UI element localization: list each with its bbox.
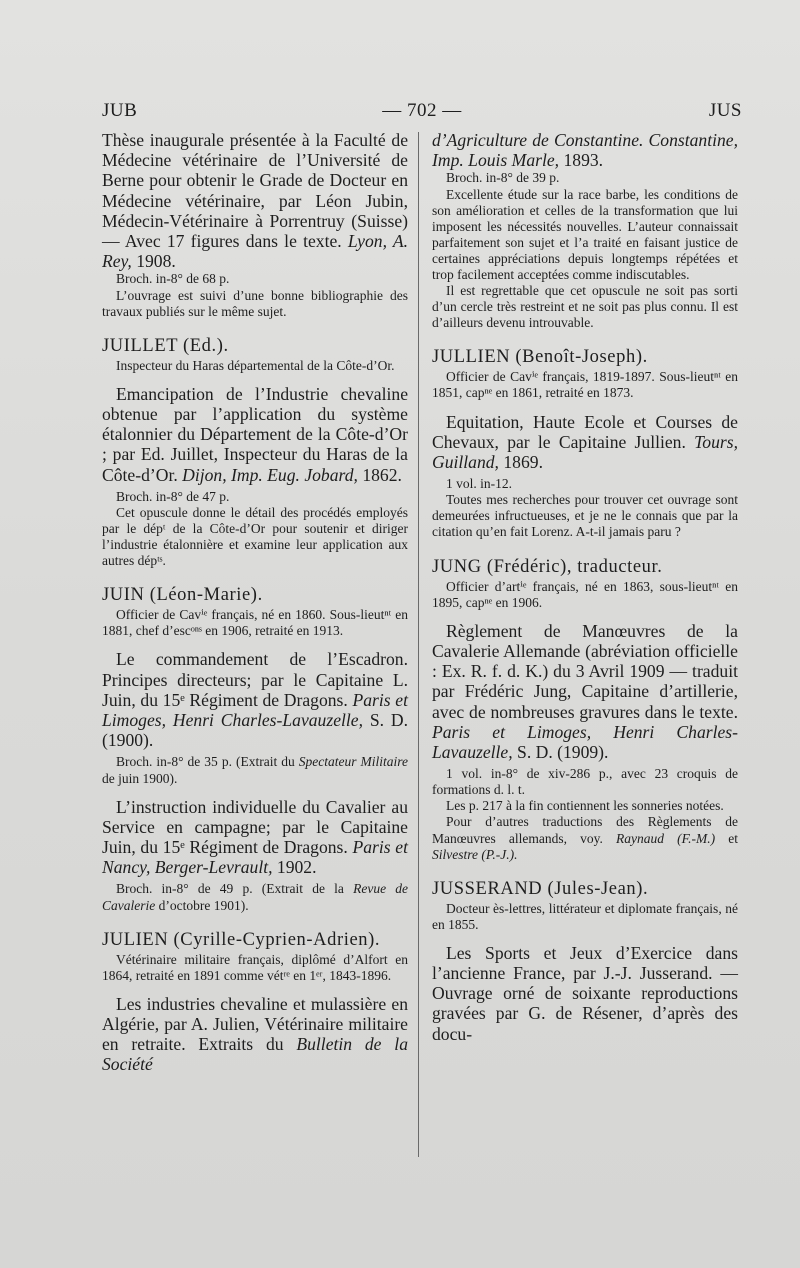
entry-year: 1893.: [563, 150, 604, 171]
entry-note: Il est regrettable que cet opuscule ne soit pas sorti d’un cercle très restreint et ne soit pas plus connu. Il est d’ailleurs devenu introuvable.: [432, 283, 738, 331]
entry-note: L’ouvrage est suivi d’une bonne bibliographie des travaux publiés sur le même sujet.: [102, 287, 408, 319]
entry-source: Bulletin de la Société: [102, 1034, 408, 1075]
entry-imprint: Dijon, Imp. Eug. Jobard,: [182, 464, 358, 485]
entry-date: S. D. (1909).: [517, 741, 609, 762]
entry-title: Thèse inaugurale présentée à la Faculté de Médecine vétérinaire de l’Université de Berne pour obtenir le Grade de Docteur en Médecine vétérinaire, par Léon Jubin, Médecin-Vétérinaire à Porrentruy (Suisse) — Avec 17 figures dans le texte.: [102, 130, 408, 252]
entry-title: Règlement de Manœuvres de la Cavalerie Allemande (abréviation officielle : Ex. R. f. d. K.) du 3 Avril 1909 — traduit par Frédéric Jung, Capitaine d’artillerie, avec de nombreuses gravures dans le texte.: [432, 620, 738, 722]
entry-year: 1869.: [503, 451, 543, 472]
entry-jullien: [432, 347, 738, 540]
cross-reference: Silvestre (P.-J.).: [432, 846, 518, 862]
entry-title: Le commandement de l’Escadron. Principes directeurs; par le Capitaine L. Juin, du 15ᵉ Régiment de Dragons.: [102, 649, 408, 710]
cross-reference: Raynaud (F.-M.): [616, 830, 716, 846]
entry-imprint: Tours, Guilland,: [432, 431, 738, 472]
author-bio: Officier d’artⁱᵉ français, né en 1863, sous-lieutⁿᵗ en 1895, capⁿᵉ en 1906.: [432, 578, 738, 610]
entry-format: Broch. in-8° de 47 p.: [116, 488, 230, 504]
entry-title: Les Sports et Jeux d’Exercice dans l’ancienne France, par J.-J. Jusserand. — Ouvrage orné de soixante reproductions gravées par G. de Résener, d’après des docu-: [432, 942, 738, 1044]
entry-format: Broch. in-8° de 39 p.: [446, 170, 560, 186]
author-bio: Officier de Cavⁱᵉ français, 1819-1897. Sous-lieutⁿᵗ en 1851, capⁿᵉ en 1861, retraité en 1873.: [432, 369, 738, 401]
entry-note: Pour d’autres traductions des Règlements de Manœuvres allemands, voy.: [432, 814, 738, 846]
entry-format-end: d’octobre 1901).: [158, 897, 249, 913]
entry-title: Equitation, Haute Ecole et Courses de Chevaux, par le Capitaine Jullien.: [432, 411, 738, 452]
entry-title: Les industries chevaline et mulassière en Algérie, par A. Julien, Vétérinaire militaire en retraite. Extraits du: [102, 993, 408, 1055]
entry-format: Broch. in-8° de 68 p.: [116, 271, 230, 287]
author-bio: Vétérinaire militaire français, diplômé d’Alfort en 1864, retraité en 1891 comme vétʳᵉ en 1ᵉʳ, 1843-1896.: [102, 951, 408, 983]
entry-julien-continued: [432, 130, 738, 331]
entry-format: Broch. in-8° de 35 p. (Extrait du: [116, 754, 295, 770]
header-right-keyword: JUS: [708, 100, 742, 121]
entry-jusserand: [432, 879, 738, 1044]
author-bio: Officier de Cavⁱᵉ français, né en 1860. Sous-lieutⁿᵗ en 1881, chef d’escᵒⁿˢ en 1906, retraité en 1913.: [102, 607, 408, 639]
entry-jubin-continued: [102, 130, 408, 320]
entry-imprint: Lyon, A. Rey,: [102, 231, 409, 272]
entry-year: 1862.: [362, 464, 402, 485]
entry-note: Les p. 217 à la fin contiennent les sonneries notées.: [446, 798, 724, 814]
author-bio: Inspecteur du Haras départemental de la Côte-d’Or.: [116, 357, 395, 373]
column-divider: [418, 132, 419, 1157]
author-name: JUNG (Frédéric), traducteur.: [432, 556, 663, 577]
entry-year: 1908.: [136, 251, 176, 272]
entry-juillet: [102, 336, 408, 570]
author-name: JUIN (Léon-Marie).: [102, 585, 263, 606]
entry-imprint: Paris et Limoges, Henri Charles-Lavauzelle,: [432, 721, 738, 762]
entry-format: 1 vol. in-12.: [446, 476, 512, 492]
entry-format: 1 vol. in-8° de xiv-286 p., avec 23 croquis de formations d. l. t.: [432, 766, 738, 798]
entry-jung: [432, 557, 738, 863]
entry-year: 1902.: [276, 857, 317, 878]
entry-format: Broch. in-8° de 49 p. (Extrait de la: [116, 881, 344, 897]
entry-juin: [102, 585, 408, 913]
author-name: JULIEN (Cyrille-Cyprien-Adrien).: [102, 929, 381, 950]
entry-note: Toutes mes recherches pour trouver cet ouvrage sont demeurées infructueuses, et je ne le connais que par la citation qu’en fait Lorenz. A-t-il jamais paru ?: [432, 492, 738, 540]
header-left-keyword: JUB: [102, 100, 138, 121]
entry-format-end: de juin 1900).: [102, 770, 178, 786]
page-number: — 702 —: [382, 100, 462, 121]
entry-date: S. D. (1900).: [102, 710, 409, 751]
entry-source: Spectateur Militaire: [298, 754, 408, 770]
right-column: [432, 130, 738, 1044]
author-bio: Docteur ès-lettres, littérateur et diplomate français, né en 1855.: [432, 900, 738, 932]
page-header: [102, 100, 742, 128]
entry-title: L’instruction individuelle du Cavalier au Service en campagne; par le Capitaine Juin, du 15ᵉ Régiment de Dragons.: [102, 796, 408, 858]
entry-source: Revue de Cavalerie: [102, 881, 408, 913]
entry-imprint: Paris et Nancy, Berger-Levrault,: [102, 837, 408, 878]
entry-note: Cet opuscule donne le détail des procédés employés par le dépᵗ de la Côte-d’Or pour soutenir et diriger l’industrie étalonnière et examine leur application aux autres dépᵗˢ.: [102, 504, 408, 569]
author-name: JULLIEN (Benoît-Joseph).: [432, 347, 648, 368]
left-column: [102, 130, 408, 1075]
entry-imprint: Paris et Limoges, Henri Charles-Lavauzelle,: [102, 689, 408, 731]
entry-note: Excellente étude sur la race barbe, les conditions de son amélioration et celles de la transformation que lui imposent les nécessités nouvelles. L’auteur connaissait parfaitement son sujet et l’a traité en faisant justice de certaines appréciations depuis longtemps répétées et trop facilement acceptées comme indiscutables.: [432, 186, 738, 282]
entry-julien: [102, 930, 408, 1075]
entry-source: d’Agriculture de Constantine. Constantine, Imp. Louis Marle,: [432, 130, 738, 171]
author-name: JUSSERAND (Jules-Jean).: [432, 878, 649, 899]
entry-note-conjunction: et: [728, 830, 739, 846]
entry-title: Emancipation de l’Industrie chevaline obtenue par l’application du système étalonnier du Département de la Côte-d’Or ; par Ed. Juillet, Inspecteur du Haras de la Côte-d’Or.: [102, 383, 408, 485]
author-name: JUILLET (Ed.).: [102, 335, 229, 356]
